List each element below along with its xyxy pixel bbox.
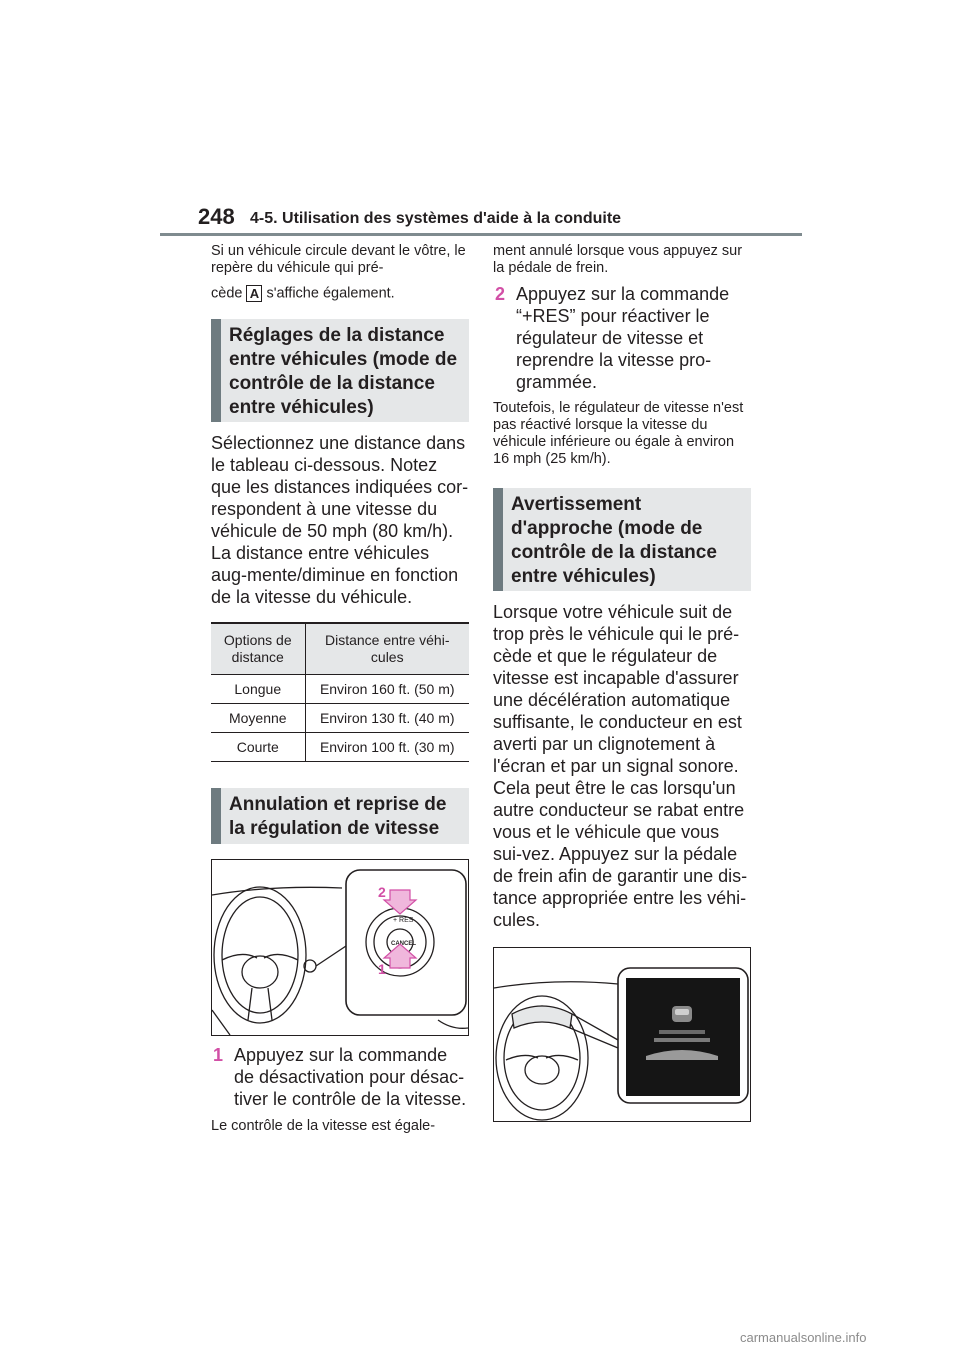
section-body: Sélectionnez une distance dans le tableau ci-dessous. Notez que les distances indiquées cor-respondent à une vitesse du véhicule de 50 mph (80 km/h). La distance entre véhicules aug-mente/diminue en fonction de la vitesse du véhicule. <box>211 433 469 608</box>
header-rule <box>160 233 802 236</box>
section-distance-settings <box>211 319 469 422</box>
cancel-label: CANCEL <box>391 941 416 948</box>
step-number: 2 <box>495 284 506 304</box>
step-note: Le contrôle de la vitesse est égale- <box>211 1118 436 1135</box>
table-cell: Environ 160 ft. (50 m) <box>305 675 469 704</box>
table-row <box>211 675 469 704</box>
approach-warning-illustration <box>494 948 750 1121</box>
table-row <box>211 704 469 733</box>
table-header: Options de distance <box>211 623 305 675</box>
table-header: Distance entre véhi-cules <box>305 623 469 675</box>
table-cell: Courte <box>211 733 305 762</box>
callout-1: 1 <box>378 961 386 978</box>
steering-switch-illustration <box>212 860 468 1035</box>
section-title: Réglages de la distance entre véhicules (mode de contrôle de la distance entre véhicules) <box>229 325 458 419</box>
distance-table <box>211 622 469 762</box>
table-cell: Moyenne <box>211 704 305 733</box>
step-note: Toutefois, le régulateur de vitesse n'est pas réactivé lorsque la vitesse du véhicule inférieure ou égale à environ 16 mph (25 km/h). <box>493 400 744 467</box>
continued-text: ment annulé lorsque vous appuyez sur la pédale de frein. <box>493 243 743 276</box>
step-1 <box>211 1044 469 1110</box>
right-column <box>493 243 751 1122</box>
step-number: 1 <box>213 1045 224 1066</box>
section-cancel-resume <box>211 788 469 844</box>
left-column <box>211 243 469 1135</box>
section-title: Avertissement d'approche (mode de contrôle de la distance entre véhicules) <box>511 494 717 587</box>
table-row <box>211 733 469 762</box>
table-header-row <box>211 623 469 675</box>
marker-a: A <box>246 285 262 302</box>
res-label: + RES <box>393 917 414 925</box>
section-approach-warning <box>493 488 751 591</box>
intro-text: Si un véhicule circule devant le vôtre, le repère du véhicule qui pré- <box>211 243 466 276</box>
intro-text-2: cède A s'affiche également. <box>211 285 395 302</box>
preceding-vehicle-icon <box>672 1006 692 1022</box>
figure-steering-switch <box>211 859 469 1036</box>
section-title: Annulation et reprise de la régulation de vitesse <box>229 794 447 840</box>
step-2 <box>493 283 751 393</box>
page-number: 248 <box>198 204 235 229</box>
page-header <box>198 204 802 236</box>
watermark: carmanualsonline.info <box>740 1330 867 1345</box>
table-cell: Environ 100 ft. (30 m) <box>305 733 469 762</box>
figure-approach-warning <box>493 947 751 1122</box>
table-cell: Environ 130 ft. (40 m) <box>305 704 469 733</box>
chapter-title: 4-5. Utilisation des systèmes d'aide à la conduite <box>250 210 622 227</box>
table-cell: Longue <box>211 675 305 704</box>
section-body: Lorsque votre véhicule suit de trop près le véhicule qui le pré-cède et que le régulateur de vitesse est incapable d'assurer une décélération automatique suffisante, le conducteur en est averti par un clignotement à l'écran et par un signal sonore. Cela peut être le cas lorsqu'un autre conducteur se rabat entre vous et le véhicule que vous sui-vez. Appuyez sur la pédale de frein afin de garantir une dis-tance appropriée entre les véhi-cules. <box>493 602 748 930</box>
step-text: Appuyez sur la commande de désactivation pour désac-tiver le contrôle de la vitesse. <box>234 1045 467 1110</box>
step-text: Appuyez sur la commande “+RES” pour réactiver le régulateur de vitesse et reprendre la vitesse pro-grammée. <box>516 284 730 392</box>
callout-2: 2 <box>378 884 386 901</box>
